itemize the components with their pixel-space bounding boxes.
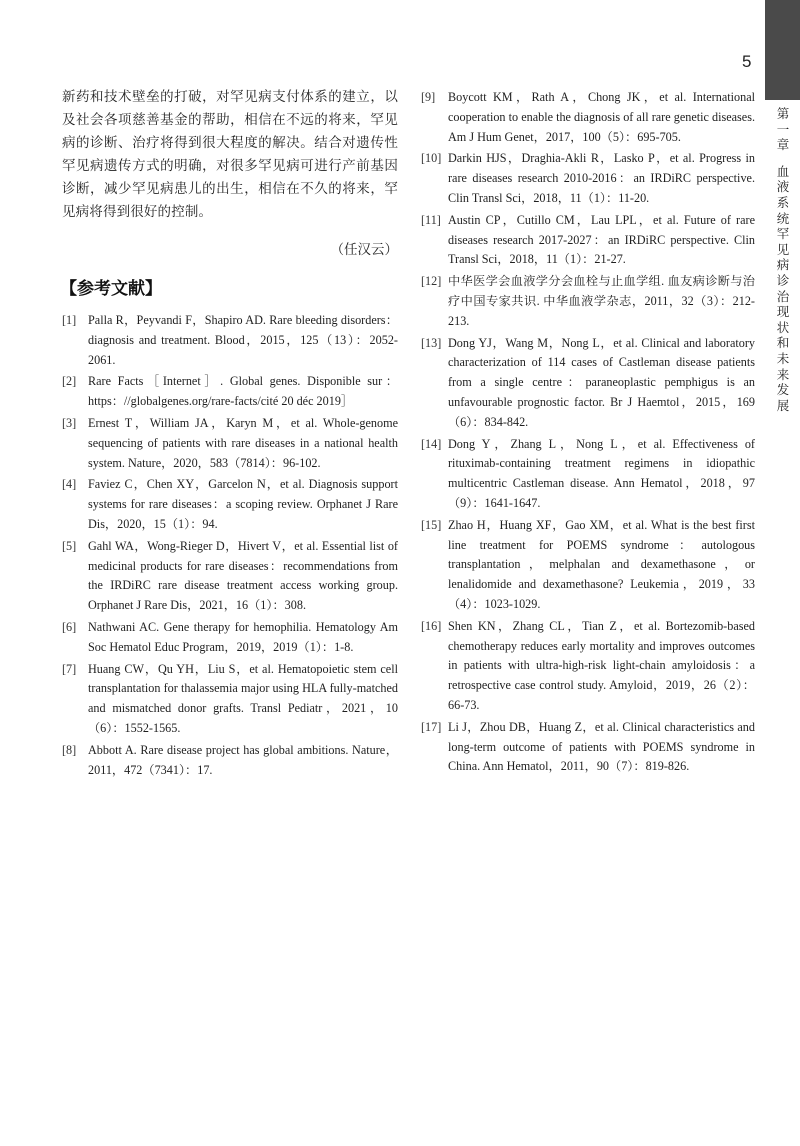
chapter-char: 治 — [776, 288, 790, 304]
reference-item — [62, 414, 398, 473]
chapter-title-vertical — [768, 106, 798, 413]
reference-item — [62, 660, 398, 739]
chapter-char: 见 — [776, 241, 790, 257]
reference-text: Dong Y，Zhang L，Nong L，et al. Effectiveness of rituximab-containing treatment regimens in idiopathic multicentric Castleman disease. Ann Hematol，2018，97（9）：1641-1647. — [448, 436, 755, 510]
reference-text: Abbott A. Rare disease project has global ambitions. Nature，2011，472（7341）：17. — [88, 742, 398, 777]
reference-text: Zhao H，Huang XF，Gao XM，et al. What is the best first line treatment for POEMS syndrome：autologous transplantation，melphalan and dexamethasone，or lenalidomide and dexamethasone? Leukemia，2019，33（4）：1023-1029. — [448, 517, 755, 611]
reference-text: Dong YJ，Wang M，Nong L，et al. Clinical and laboratory characterization of 114 cases of Castleman disease patients from a single centre：paraneoplastic pemphigus is an unfavourable prognostic factor. Br J Haemtol，2015，169（6）：834-842. — [448, 335, 755, 429]
reference-number: [9] — [421, 90, 436, 104]
chapter-char: 液 — [776, 179, 790, 195]
chapter-tab-marker — [765, 0, 800, 100]
reference-number: [7] — [62, 661, 77, 676]
reference-item — [421, 149, 755, 208]
reference-number: [17] — [421, 719, 442, 734]
reference-item — [421, 435, 755, 514]
chapter-char: 展 — [776, 397, 790, 413]
reference-number: [13] — [421, 335, 442, 350]
chapter-char: 章 — [776, 137, 790, 153]
reference-text: Darkin HJS，Draghia-Akli R，Lasko P，et al. Progress in rare diseases research 2010-2016：an IRDiRC perspective. Clin Transl Sci，2018，11（1）：11-20. — [448, 151, 755, 205]
chapter-char: 血 — [776, 163, 790, 179]
reference-number: [3] — [62, 415, 77, 430]
chapter-char: 状 — [776, 319, 790, 335]
chapter-char: 诊 — [776, 272, 790, 288]
reference-text: Shen KN，Zhang CL，Tian Z，et al. Bortezomib-based chemotherapy reduces early mortality and improves outcomes in patients with ultra-high-risk light-chain amyloidosis：a retrospective case control study. Amyloid，2019，26（2）：66-73. — [448, 618, 755, 712]
reference-text: Faviez C，Chen XY，Garcelon N，et al. Diagnosis support systems for rare diseases：a scoping review. Orphanet J Rare Dis，2020，15（1）：94. — [88, 477, 398, 531]
reference-item — [62, 372, 398, 412]
reference-number: [14] — [421, 436, 442, 451]
reference-number: [6] — [62, 619, 77, 634]
chapter-char: 第 — [776, 106, 790, 121]
reference-number: [2] — [62, 374, 77, 389]
reference-number: [16] — [421, 618, 442, 633]
reference-item — [421, 211, 755, 270]
reference-number: [10] — [421, 151, 442, 166]
reference-item — [421, 334, 755, 433]
reference-item — [62, 741, 398, 781]
chapter-char: 现 — [776, 304, 790, 320]
reference-text: Boycott KM，Rath A，Chong JK，et al. International cooperation to enable the diagnosis of all rare genetic diseases. Am J Hum Genet，2017，100（5）：695-705. — [448, 90, 755, 144]
body-paragraph: 新药和技术壁垒的打破，对罕见病支付体系的建立，以及社会各项慈善基金的帮助，相信在不远的将来，罕见病的诊断、治疗将得到很大程度的解决。结合对遗传性罕见病遗传方式的明确，对很多罕见病可进行产前基因诊断，减少罕见病患儿的出生，相信在不久的将来，罕见病将得到很好的控制。 — [62, 89, 398, 220]
reference-text: Nathwani AC. Gene therapy for hemophilia. Hematology Am Soc Hematol Educ Program，2019，2019（1）：1-8. — [88, 619, 398, 654]
reference-number: [1] — [62, 313, 77, 327]
left-column — [62, 86, 398, 782]
reference-item — [62, 537, 398, 616]
reference-text: Huang CW，Qu YH，Liu S，et al. Hematopoietic stem cell transplantation for thalassemia major using HLA fully-matched and mismatched donor grafts. Transl Pediatr，2021，10（6）：1552-1565. — [88, 661, 398, 735]
reference-text: Rare Facts［Internet］. Global genes. Disponible sur：https：//globalgenes.org/rare-facts/cité 20 déc 2019］ — [88, 374, 398, 409]
reference-item — [421, 718, 755, 777]
reference-item — [62, 311, 398, 370]
reference-text: Ernest T，William JA，Karyn M，et al. Whole-genome sequencing of patients with rare diseases in a national health system. Nature，2020，583（7814）：96-102. — [88, 415, 398, 470]
reference-item — [421, 272, 755, 331]
references-heading: 【参考文献】 — [60, 279, 162, 299]
reference-number: [8] — [62, 742, 77, 757]
reference-number: [4] — [62, 477, 77, 492]
right-column — [421, 88, 755, 779]
chapter-char: 统 — [776, 210, 790, 226]
reference-item — [62, 475, 398, 534]
chapter-char: 一 — [776, 121, 790, 137]
reference-text: Austin CP，Cutillo CM，Lau LPL，et al. Future of rare diseases research 2017-2027：an IRDiRC perspective. Clin Transl Sci，2018，11（1）：21-27. — [448, 212, 755, 267]
reference-item — [62, 618, 398, 658]
chapter-char: 来 — [776, 366, 790, 382]
reference-number: [5] — [62, 538, 77, 553]
reference-text: 中华医学会血液学分会血栓与止血学组. 血友病诊断与治疗中国专家共识. 中华血液学杂志，2011，32（3）：212-213. — [448, 274, 755, 328]
page-number: 5 — [742, 52, 752, 71]
author-signature: （任汉云） — [330, 242, 398, 258]
reference-item — [421, 88, 755, 147]
chapter-char: 罕 — [776, 226, 790, 242]
chapter-char: 系 — [776, 194, 790, 210]
reference-text: Gahl WA，Wong-Rieger D，Hivert V，et al. Essential list of medicinal products for rare diseases：recommendations from the IRDiRC rare disease treatment access working group. Orphanet J Rare Dis，2021，16（1）：308. — [88, 538, 398, 613]
reference-item — [421, 516, 755, 615]
reference-number: [12] — [421, 274, 442, 289]
chapter-char: 和 — [776, 335, 790, 351]
reference-number: [15] — [421, 517, 442, 532]
chapter-char: 病 — [776, 257, 790, 273]
reference-item — [421, 617, 755, 716]
chapter-char: 未 — [776, 350, 790, 366]
reference-number: [11] — [421, 212, 441, 227]
chapter-char: 发 — [776, 382, 790, 398]
reference-text: Palla R，Peyvandi F，Shapiro AD. Rare bleeding disorders：diagnosis and treatment. Blood，2015，125（13）：2052-2061. — [88, 313, 398, 367]
reference-text: Li J，Zhou DB，Huang Z，et al. Clinical characteristics and long-term outcome of patients with POEMS syndrome in China. Ann Hematol，2011，90（7）：819-826. — [448, 719, 755, 774]
